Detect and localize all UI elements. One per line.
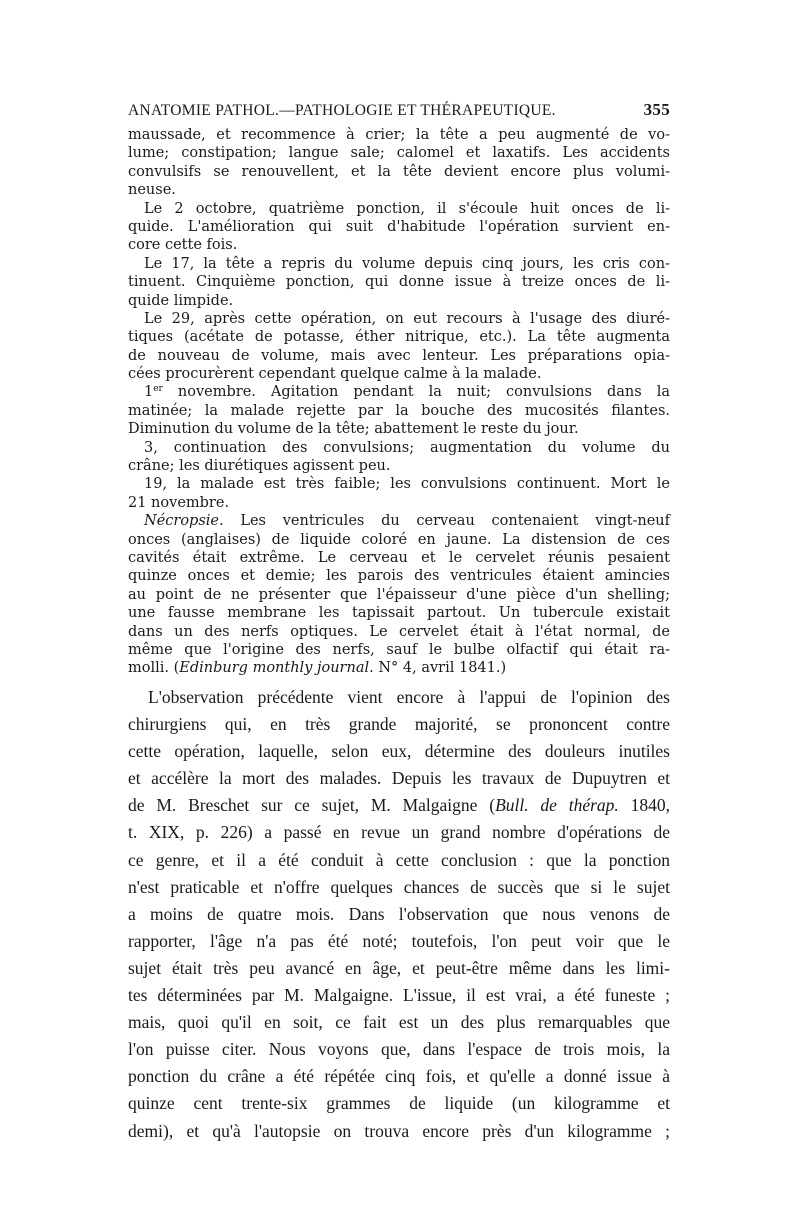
text-line: t. XIX, p. 226) a passé en revue un grand nombre d'opérations de xyxy=(128,822,670,843)
date-number: 1 xyxy=(144,384,154,401)
text-line: l'on puisse citer. Nous voyons que, dans l'espace de trois mois, la xyxy=(128,1039,670,1060)
text-line: quide. L'amélioration qui suit d'habitude l'opération survient en- xyxy=(128,218,670,235)
text-line: cavités était extrême. Le cerveau et le cervelet réunis pesaient xyxy=(128,549,670,566)
text-line xyxy=(128,512,670,530)
case-report xyxy=(128,126,670,678)
running-header xyxy=(128,100,670,120)
text-line: Le 29, après cette opération, on eut recours à l'usage des diuré- xyxy=(144,310,670,327)
text-line: de nouveau de volume, mais avec lenteur. Les préparations opia- xyxy=(128,347,670,364)
text-line: quinze onces et demie; les parois des ventricules étaient amincies xyxy=(128,568,670,585)
page-number: 355 xyxy=(643,100,670,119)
running-title: ANATOMIE PATHOL.—PATHOLOGIE ET THÉRAPEUTIQUE. xyxy=(128,102,556,119)
text-fragment: novembre. Agitation pendant la nuit; convulsions dans la xyxy=(177,384,670,401)
text-line: 21 novembre. xyxy=(128,494,230,511)
text-fragment: molli. ( xyxy=(128,660,180,677)
text-line: neuse. xyxy=(128,182,176,199)
text-line: n'est praticable et n'offre quelques chances de succès que si le sujet xyxy=(128,876,670,897)
text-line: Le 17, la tête a repris du volume depuis cinq jours, les cris con- xyxy=(144,255,670,272)
text-line: matinée; la malade rejette par la bouche des mucosités filantes. xyxy=(128,402,670,419)
text-line: une fausse membrane les tapissait partout. Un tubercule existait xyxy=(128,605,670,622)
text-line: cées procurèrent cependant quelque calme à la malade. xyxy=(128,366,542,383)
text-line: mais, quoi qu'il en soit, ce fait est un des plus remarquables que xyxy=(128,1012,670,1033)
text-line: cette opération, laquelle, selon eux, détermine des douleurs inutiles xyxy=(128,741,670,762)
text-line: crâne; les diurétiques agissent peu. xyxy=(128,458,391,475)
text-line: chirurgiens qui, en très grande majorité, se prononcent contre xyxy=(128,714,670,735)
commentary xyxy=(128,684,670,1145)
text-line: Diminution du volume de la tête; abattement le reste du jour. xyxy=(128,421,579,438)
text-line: 19, la malade est très faible; les convulsions continuent. Mort le xyxy=(144,476,670,493)
text-line: rapporter, l'âge n'a pas été noté; toutefois, l'on peut voir que le xyxy=(128,930,670,951)
text-line: tinuent. Cinquième ponction, qui donne issue à treize onces de li- xyxy=(128,274,670,291)
text-line: demi), et qu'à l'autopsie on trouva encore près d'un kilogramme ; xyxy=(128,1120,670,1141)
text-line: ponction du crâne a été répétée cinq fois, et qu'elle a donné issue à xyxy=(128,1066,670,1087)
text-line: onces (anglaises) de liquide coloré en jaune. La distension de ces xyxy=(128,531,670,548)
journal-title: Bull. de thérap. xyxy=(495,795,619,816)
text-line: au point de ne présenter que l'épaisseur d'une pièce d'un shelling; xyxy=(128,586,670,603)
text-line: L'observation précédente vient encore à l'appui de l'opinion des xyxy=(148,687,670,707)
text-line: maussade, et recommence à crier; la tête a peu augmenté de vo- xyxy=(128,127,670,143)
text-fragment: Les ventricules du cerveau contenaient vingt-neuf xyxy=(240,513,671,530)
text-line: 3, continuation des convulsions; augmentation du volume du xyxy=(144,439,670,456)
text-line: convulsifs se renouvellent, et la tête devient encore plus volumi- xyxy=(128,163,670,180)
text-line xyxy=(128,792,670,819)
text-fragment: N° 4, avril 1841.) xyxy=(373,660,507,677)
citation-line xyxy=(128,659,670,677)
journal-title: Edinburg monthly journal. xyxy=(179,660,374,677)
text-line: quide limpide. xyxy=(128,292,234,309)
text-line: Le 2 octobre, quatrième ponction, il s'écoule huit onces de li- xyxy=(144,200,670,217)
text-line: dans un des nerfs optiques. Le cervelet était à l'état normal, de xyxy=(128,623,670,640)
text-line: sujet était très peu avancé en âge, et peut-être même dans les limi- xyxy=(128,957,670,978)
text-fragment: 1840, xyxy=(618,795,670,816)
text-line: tiques (acétate de potasse, éther nitrique, etc.). La tête augmenta xyxy=(128,329,670,346)
text-line: et accélère la mort des malades. Depuis les travaux de Dupuytren et xyxy=(128,768,670,789)
text-line: lume; constipation; langue sale; calomel et laxatifs. Les accidents xyxy=(128,145,670,162)
text-line: a moins de quatre mois. Dans l'observation que nous venons de xyxy=(128,903,670,924)
text-line: même que l'origine des nerfs, sauf le bulbe olfactif qui était ra- xyxy=(128,641,670,658)
text-line xyxy=(128,383,670,401)
necropsie-label: Nécropsie. xyxy=(144,513,224,530)
text-fragment: de M. Breschet sur ce sujet, M. Malgaigne ( xyxy=(128,795,496,816)
text-line: quinze cent trente-six grammes de liquide (un kilogramme et xyxy=(128,1093,670,1114)
text-line: core cette fois. xyxy=(128,237,238,254)
text-line: tes déterminées par M. Malgaigne. L'issue, il est vrai, a été funeste ; xyxy=(128,985,670,1006)
text-line: ce genre, et il a été conduit à cette conclusion : que la ponction xyxy=(128,849,670,870)
date-superscript: er xyxy=(153,384,163,395)
